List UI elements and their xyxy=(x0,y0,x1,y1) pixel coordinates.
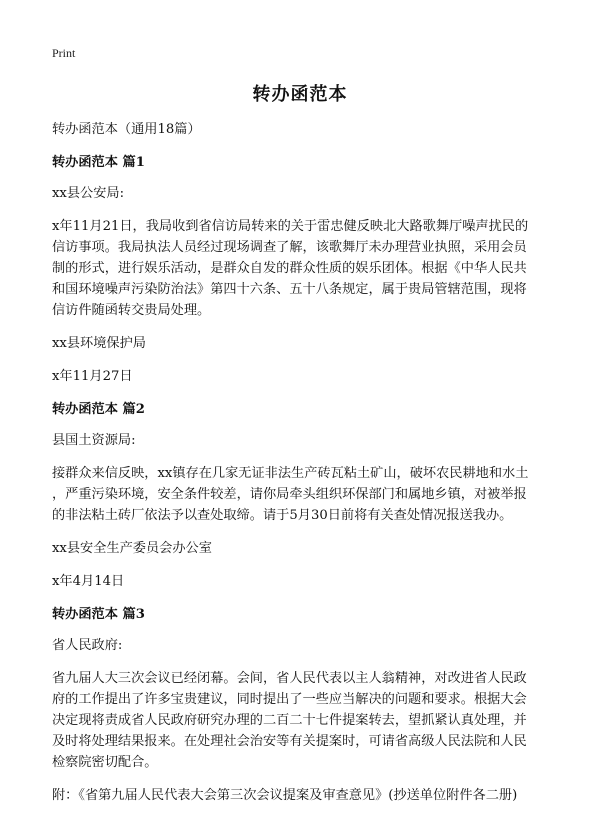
section-recipient: 省人民政府: xyxy=(52,638,123,653)
section-date: x年4月14日 xyxy=(52,574,125,589)
section-recipient: xx县公安局: xyxy=(52,186,125,201)
section-heading: 转办函范本 篇3 xyxy=(52,607,145,622)
intro-text: 转办函范本（通用18篇） xyxy=(52,122,201,137)
section-body: x年11月21日，我局收到省信访局转来的关于雷忠健反映北大路歌舞厅噪声扰民的 信访事项。我局执法人员经过现场调查了解，该歌舞厅未办理营业执照，采用会员 制的形式，进行娱乐活动，是群众自发的群众性质的娱乐团体。根据《中华人民共 和国环境噪声污染防治法》第四十六条、五十八条规定，属于贵局管辖范围，现将 信访件随函转交贵局处理。 xyxy=(52,219,529,318)
section-3 xyxy=(52,604,552,806)
document-body xyxy=(52,119,552,806)
section-heading: 转办函范本 篇2 xyxy=(52,402,145,417)
page-title: 转办函范本 xyxy=(252,84,348,105)
section-body: 接群众来信反映，xx镇存在几家无证非法生产砖瓦粘土矿山，破坏农民耕地和水土 ，严重污染环境，安全条件较差，请你局牵头组织环保部门和属地乡镇，对被举报 的非法粘土砖厂依法予以查处取缔。请于5月30日前将有关查处情况报送我办。 xyxy=(52,466,529,523)
section-2 xyxy=(52,399,552,592)
section-recipient: 县国土资源局: xyxy=(52,433,136,448)
section-attachment: 附：《省第九届人民代表大会第三次会议提案及审查意见》(抄送单位附件各二册) xyxy=(52,788,518,803)
section-signer: xx县环境保护局 xyxy=(52,336,146,351)
section-1 xyxy=(52,152,552,387)
section-signer: xx县安全生产委员会办公室 xyxy=(52,541,212,556)
section-heading: 转办函范本 篇1 xyxy=(52,155,145,170)
section-body: 省九届人大三次会议已经闭幕。会间，省人民代表以主人翁精神，对改进省人民政 府的工作提出了许多宝贵建议，同时提出了一些应当解决的问题和要求。根据大会 决定现将责成省人民政府研究办理的二百二十七件提案转去，望抓紧认真处理，并 及时将处理结果报来。在处理社会治安等有关提案时，可请省高级人民法院和人民 检察院密切配合。 xyxy=(52,671,527,770)
section-date: x年11月27日 xyxy=(52,369,133,384)
print-label: Print xyxy=(52,46,76,60)
